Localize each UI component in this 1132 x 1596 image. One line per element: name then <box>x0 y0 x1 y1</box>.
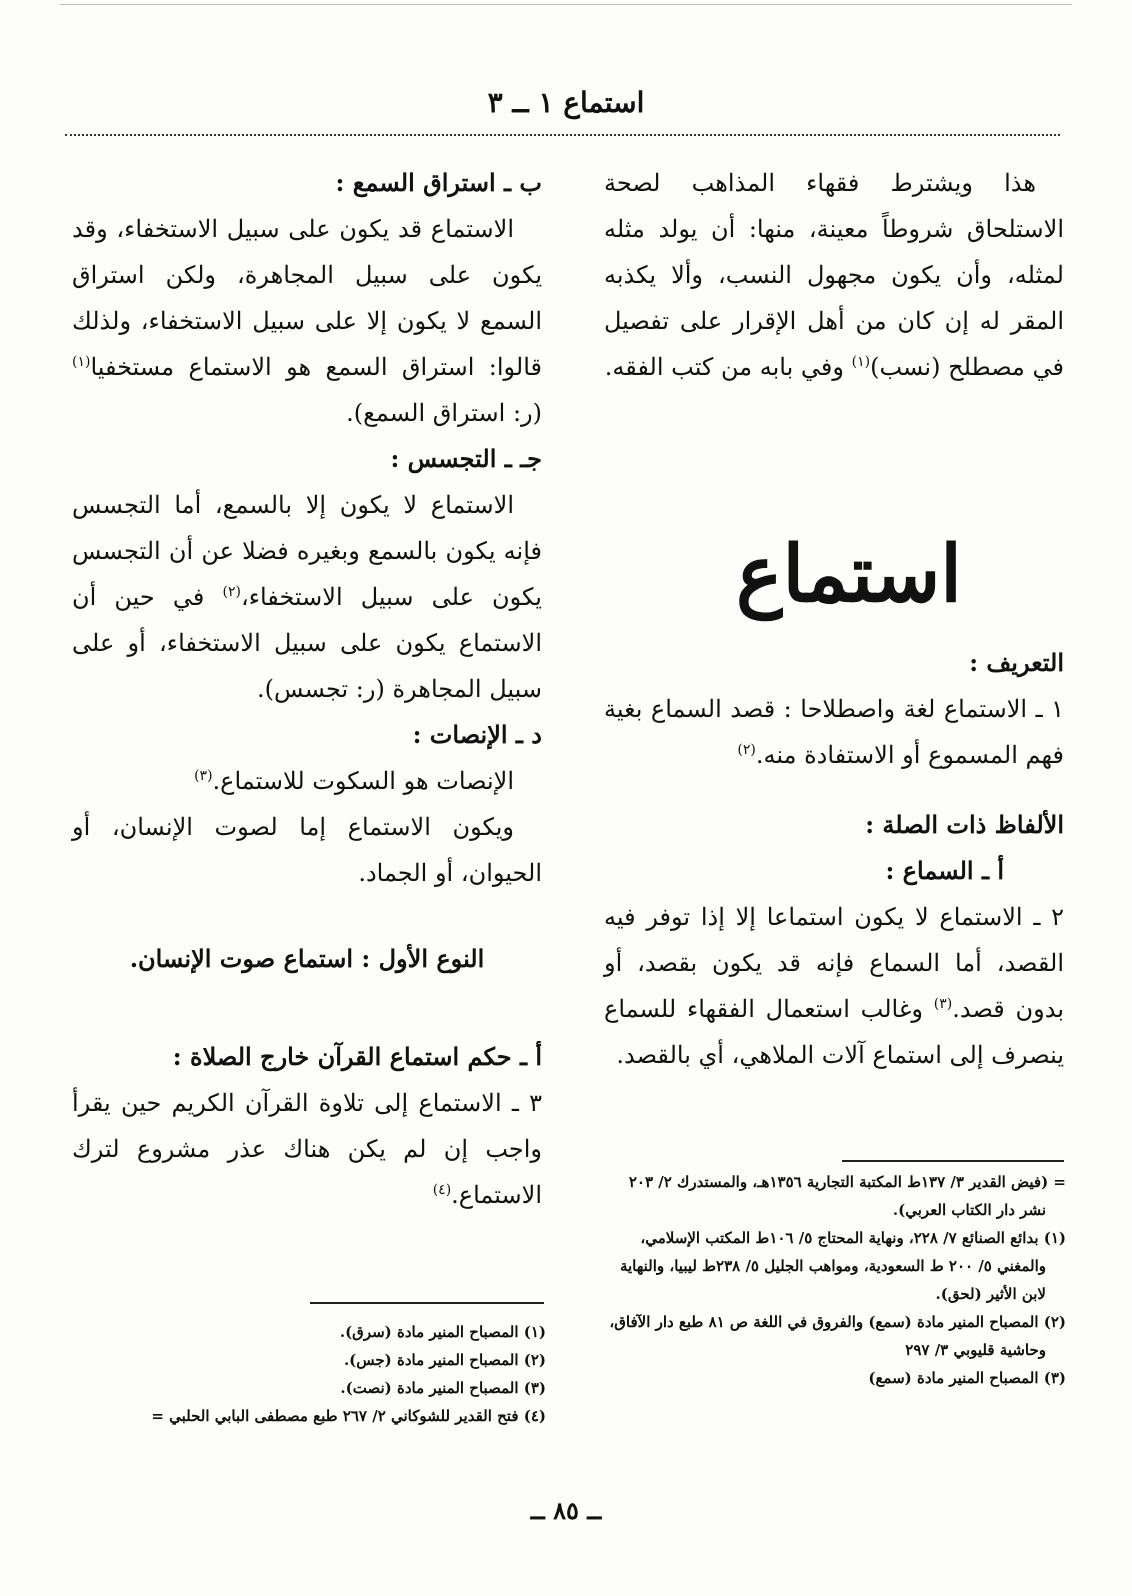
type-heading: النوع الأول : استماع صوت الإنسان. <box>129 944 485 973</box>
footnotes-right <box>600 1168 1066 1392</box>
header-dotted-rule <box>65 134 1060 136</box>
sariq-heading: ب ـ استراق السمع : <box>335 168 542 197</box>
entry-title: استماع <box>736 529 962 620</box>
footnote-item: (٤) فتح القدير للشوكاني ٢/ ٢٦٧ طبع مصطفى البابي الحلبي = <box>151 1407 546 1425</box>
footnote-ref: (١) <box>851 354 871 370</box>
footnote-item: (٣) المصباح المنير مادة (نصت). <box>340 1379 546 1397</box>
top-rule <box>60 4 1072 5</box>
footnotes-left <box>72 1318 546 1430</box>
right-column <box>604 160 1064 1078</box>
page-number: ــ ٨٥ ــ <box>530 1496 602 1525</box>
footnote-item: (١) بدائع الصنائع ٧/ ٢٢٨، ونهاية المحتاج ٥/ ١٠٦ط المكتب الإسلامي، والمغني ٥/ ٢٠٠ ط السعودية، ومواهب الجليل ٥/ ٢٣٨ط ليبيا، والنهاية لابن الأثير (لحق). <box>619 1229 1066 1303</box>
footnote-rule-right <box>842 1160 1064 1162</box>
footnote-ref: (٢) <box>222 584 241 600</box>
footnote-item: (١) المصباح المنير مادة (سرق). <box>339 1323 546 1341</box>
footnote-ref: (٣) <box>933 996 953 1012</box>
quran-paragraph: ٣ ـ الاستماع إلى تلاوة القرآن الكريم حين يقرأ واجب إن لم يكن هناك عذر مشروع لترك الاستماع.$^{(٤)}$ <box>72 1089 542 1209</box>
footnote-item: (٣) المصباح المنير مادة (سمع) <box>868 1369 1066 1387</box>
definition-heading: التعريف : <box>969 648 1064 677</box>
footnote-ref: (٢) <box>737 742 756 758</box>
sariq-paragraph: الاستماع قد يكون على سبيل الاستخفاء، وقد يكون على سبيل المجاهرة، ولكن استراق السمع لا يكون إلا على سبيل الاستخفاء، ولذلك قالوا: استراق السمع هو الاستماع مستخفيا$^{(١)}$ (ر: استراق السمع). <box>72 215 542 427</box>
definition-paragraph: ١ ـ الاستماع لغة واصطلاحا : قصد السماع بغية فهم المسموع أو الاستفادة منه.$^{(٢)}$ <box>604 695 1064 769</box>
footnote-ref: (٣) <box>194 768 213 784</box>
footnote-item: (٢) المصباح المنير مادة (سمع) والفروق في اللغة ص ٨١ طبع دار الآفاق، وحاشية قليوبي ٣/ ٢٩٧ <box>609 1313 1066 1359</box>
insat-heading: د ـ الإنصات : <box>412 720 542 749</box>
footnote-rule-left <box>310 1302 544 1304</box>
tajassus-heading: جـ ـ التجسس : <box>390 444 542 473</box>
footnote-ref: (٤) <box>432 1182 452 1198</box>
page-header: استماع ١ ــ ٣ <box>487 86 645 119</box>
footnote-ref: (١) <box>72 354 91 370</box>
insat-paragraph-1: الإنصات هو السكوت للاستماع.$^{(٣)}$ <box>194 767 514 795</box>
sama-paragraph: ٢ ـ الاستماع لا يكون استماعا إلا إذا توفر فيه القصد، أما السماع فإنه قد يكون بقصد، أو بدون قصد.$^{(٣)}$ وغالب استعمال الفقهاء للسماع ينصرف إلى استماع آلات الملاهي، أي بالقصد. <box>604 903 1064 1069</box>
footnote-item: (٢) المصباح المنير مادة (جس). <box>343 1351 546 1369</box>
footnote-item: = (فيض القدير ٣/ ١٣٧ط المكتبة التجارية ١٣٥٦هـ، والمستدرك ٢/ ٢٠٣ نشر دار الكتاب العربي). <box>628 1173 1066 1219</box>
sama-heading: أ ـ السماع : <box>885 856 1004 885</box>
intro-paragraph: هذا ويشترط فقهاء المذاهب لصحة الاستلحاق شروطاً معينة، منها: أن يولد مثله لمثله، وأن يكون مجهول النسب، وألا يكذبه المقر له إن كان من أهل الإقرار على تفصيل في مصطلح (نسب)$^{(١)}$ وفي بابه من كتب الفقه. <box>604 169 1064 381</box>
insat-paragraph-2: ويكون الاستماع إما لصوت الإنسان، أو الحيوان، أو الجماد. <box>72 813 542 887</box>
related-terms-heading: الألفاظ ذات الصلة : <box>865 810 1064 839</box>
quran-heading: أ ـ حكم استماع القرآن خارج الصلاة : <box>172 1042 542 1071</box>
left-column <box>72 160 542 1218</box>
tajassus-paragraph: الاستماع لا يكون إلا بالسمع، أما التجسس فإنه يكون بالسمع وبغيره فضلا عن أن التجسس يكون على سبيل الاستخفاء،$^{(٢)}$ في حين أن الاستماع يكون على سبيل الاستخفاء، أو على سبيل المجاهرة (ر: تجسس). <box>72 491 542 703</box>
